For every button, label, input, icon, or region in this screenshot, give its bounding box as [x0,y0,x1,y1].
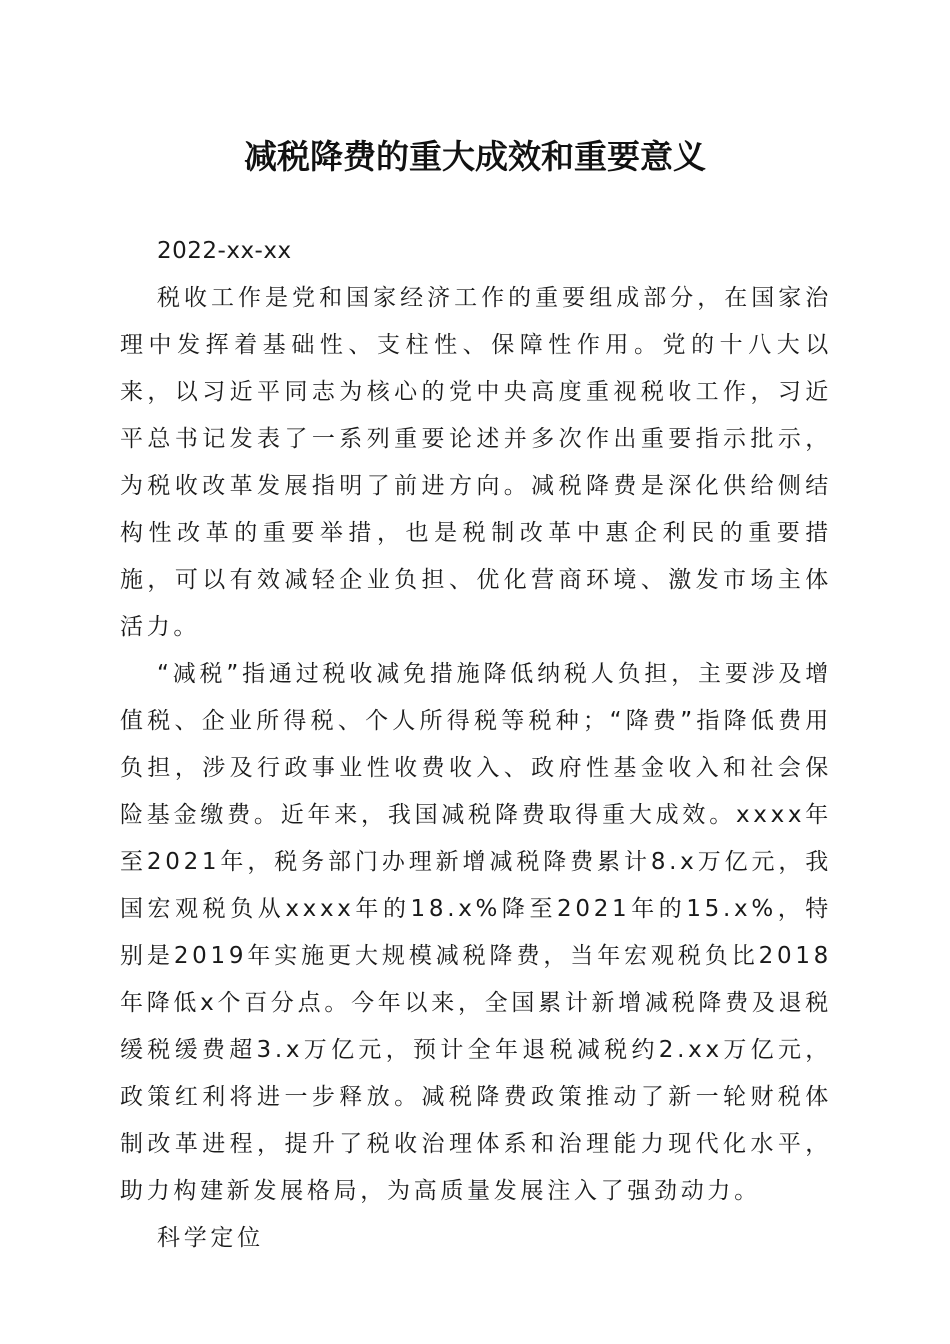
paragraph-definition: “减税”指通过税收减免措施降低纳税人负担，主要涉及增值税、企业所得税、个人所得税等税种；“降费”指降低费用负担，涉及行政事业性收费收入、政府性基金收入和社会保险基金缴费。近年来，我国减税降费取得重大成效。xxxx年至2021年，税务部门办理新增减税降费累计8.x万亿元，我国宏观税负从xxxx年的18.x%降至2021年的15.x%，特别是2019年实施更大规模减税降费，当年宏观税负比2018年降低x个百分点。今年以来，全国累计新增减税降费及退税缓税缓费超3.x万亿元，预计全年退税减税约2.xx万亿元，政策红利将进一步释放。减税降费政策推动了新一轮财税体制改革进程，提升了税收治理体系和治理能力现代化水平，助力构建新发展格局，为高质量发展注入了强劲动力。 [120,661,832,1204]
document-date: 2022-xx-xx [157,238,292,264]
document-title: 减税降费的重大成效和重要意义 [244,137,706,176]
document-body [120,228,832,1262]
section-heading: 科学定位 [157,1225,264,1251]
paragraph-intro: 税收工作是党和国家经济工作的重要组成部分，在国家治理中发挥着基础性、支柱性、保障性作用。党的十八大以来，以习近平同志为核心的党中央高度重视税收工作，习近平总书记发表了一系列重要论述并多次作出重要指示批示，为税收改革发展指明了前进方向。减税降费是深化供给侧结构性改革的重要举措，也是税制改革中惠企利民的重要措施，可以有效减轻企业负担、优化营商环境、激发市场主体活力。 [120,285,832,640]
